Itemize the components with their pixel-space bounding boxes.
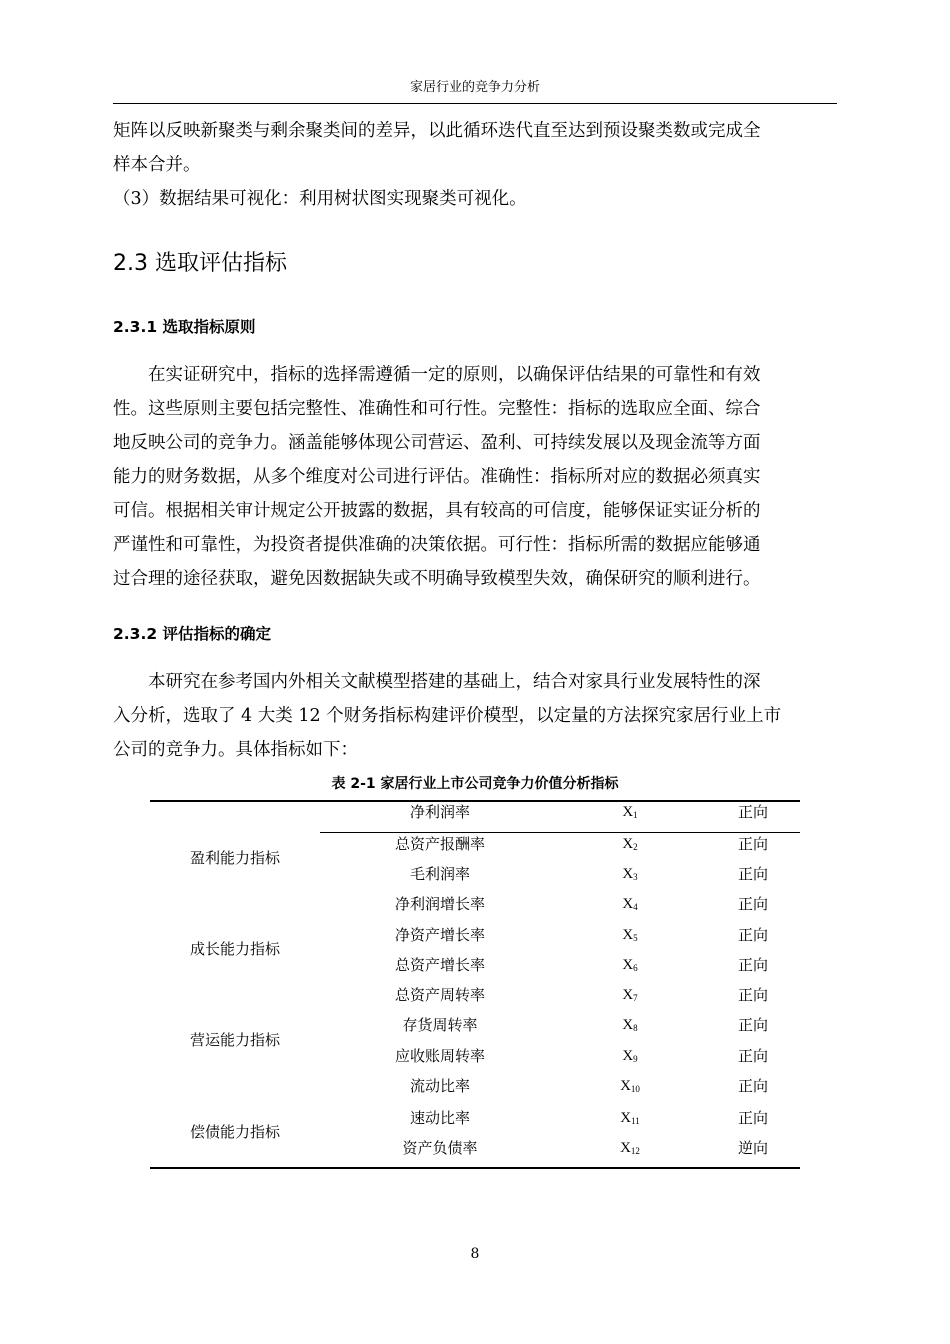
indicator-name: 总资产报酬率 xyxy=(394,835,485,853)
symbol-subscript: 12 xyxy=(630,1146,640,1156)
text-line: 在实证研究中，指标的选择需遵循一定的原则，以确保评估结果的可靠性和有效 xyxy=(113,365,761,385)
indicator-name: 净资产增长率 xyxy=(394,926,485,944)
text-line: 地反映公司的竞争力。涵盖能够体现公司营运、盈利、可持续发展以及现金流等方面 xyxy=(113,433,761,453)
indicator-direction: 正向 xyxy=(737,803,768,821)
indicator-direction: 正向 xyxy=(737,1077,768,1095)
indicator-symbol xyxy=(560,955,700,978)
text-line: 可信。根据相关审计规定公开披露的数据，具有较高的可信度，能够保证实证分析的 xyxy=(113,501,761,521)
symbol-subscript: 3 xyxy=(633,872,638,882)
indicator-symbol xyxy=(560,802,700,825)
category-growth: 成长能力指标 xyxy=(189,940,280,958)
intro-paragraph xyxy=(113,114,825,216)
section-heading: 2.3 选取评估指标 xyxy=(113,251,287,276)
principles-paragraph xyxy=(113,358,825,596)
symbol-subscript: 4 xyxy=(633,902,638,912)
page-number: 8 xyxy=(470,1246,480,1262)
category-solvency: 偿债能力指标 xyxy=(189,1123,280,1141)
subsection-heading-principles: 2.3.1 选取指标原则 xyxy=(113,318,256,336)
text-line: 样本合并。 xyxy=(113,155,201,175)
text-line: 能力的财务数据，从多个维度对公司进行评估。准确性：指标所对应的数据必须真实 xyxy=(113,467,761,487)
indicator-direction: 正向 xyxy=(737,1047,768,1065)
indicator-direction: 正向 xyxy=(737,865,768,883)
symbol-subscript: 2 xyxy=(633,842,638,852)
table-header-rule xyxy=(320,832,800,833)
text-line: 矩阵以反映新聚类与剩余聚类间的差异，以此循环迭代直至达到预设聚类数或完成全 xyxy=(113,121,761,141)
indicator-direction: 正向 xyxy=(737,986,768,1004)
subsection-heading-determination: 2.3.2 评估指标的确定 xyxy=(113,625,272,643)
running-header: 家居行业的竞争力分析 xyxy=(409,80,540,95)
indicator-direction: 逆向 xyxy=(737,1139,768,1157)
indicator-direction: 正向 xyxy=(737,926,768,944)
indicator-symbol xyxy=(560,1138,700,1161)
symbol-subscript: 10 xyxy=(630,1084,640,1094)
symbol-subscript: 7 xyxy=(633,993,638,1003)
symbol-subscript: 1 xyxy=(633,810,638,820)
indicator-name: 净利润率 xyxy=(409,803,470,821)
symbol-base: X xyxy=(622,927,634,943)
indicator-name: 总资产增长率 xyxy=(394,956,485,974)
text-line: （3）数据结果可视化：利用树状图实现聚类可视化。 xyxy=(113,189,527,209)
indicator-symbol xyxy=(560,834,700,857)
text-line: 本研究在参考国内外相关文献模型搭建的基础上，结合对家具行业发展特性的深 xyxy=(113,672,761,692)
text-line: 性。这些原则主要包括完整性、准确性和可行性。完整性：指标的选取应全面、综合 xyxy=(113,399,761,419)
indicator-symbol xyxy=(560,1046,700,1069)
header-rule xyxy=(113,103,837,104)
symbol-base: X xyxy=(620,1078,631,1094)
indicator-symbol xyxy=(560,1108,700,1131)
indicator-symbol xyxy=(560,925,700,948)
indicator-name: 净利润增长率 xyxy=(394,895,485,913)
determination-paragraph xyxy=(113,665,825,767)
symbol-subscript: 8 xyxy=(633,1023,638,1033)
indicator-name: 毛利润率 xyxy=(409,865,470,883)
symbol-base: X xyxy=(622,804,634,820)
symbol-subscript: 5 xyxy=(633,933,638,943)
indicator-name: 应收账周转率 xyxy=(394,1047,485,1065)
indicator-name: 资产负债率 xyxy=(402,1139,478,1157)
text-line: 严谨性和可靠性，为投资者提供准确的决策依据。可行性：指标所需的数据应能够通 xyxy=(113,535,761,555)
text-line: 入分析，选取了 4 大类 12 个财务指标构建评价模型，以定量的方法探究家居行业上市 xyxy=(113,706,782,726)
symbol-base: X xyxy=(622,896,634,912)
category-profitability: 盈利能力指标 xyxy=(189,849,280,867)
text-line: 过合理的途径获取，避免因数据缺失或不明确导致模型失效，确保研究的顺利进行。 xyxy=(113,569,761,589)
symbol-base: X xyxy=(620,1140,631,1156)
indicator-symbol xyxy=(560,864,700,887)
table-bottom-rule xyxy=(150,1167,800,1169)
indicator-direction: 正向 xyxy=(737,895,768,913)
symbol-base: X xyxy=(622,1048,634,1064)
symbol-subscript: 9 xyxy=(633,1054,638,1064)
symbol-base: X xyxy=(622,866,634,882)
table-caption: 表 2-1 家居行业上市公司竞争力价值分析指标 xyxy=(331,776,619,792)
symbol-subscript: 6 xyxy=(633,963,638,973)
indicator-direction: 正向 xyxy=(737,835,768,853)
indicator-name: 流动比率 xyxy=(409,1077,470,1095)
indicator-name: 总资产周转率 xyxy=(394,986,485,1004)
indicator-direction: 正向 xyxy=(737,956,768,974)
indicator-name: 速动比率 xyxy=(409,1109,470,1127)
symbol-subscript: 11 xyxy=(631,1116,640,1126)
indicator-direction: 正向 xyxy=(737,1016,768,1034)
symbol-base: X xyxy=(622,836,634,852)
indicator-symbol xyxy=(560,1076,700,1099)
indicator-name: 存货周转率 xyxy=(402,1016,478,1034)
symbol-base: X xyxy=(622,957,634,973)
indicator-direction: 正向 xyxy=(737,1109,768,1127)
indicator-symbol xyxy=(560,1015,700,1038)
category-operation: 营运能力指标 xyxy=(189,1031,280,1049)
symbol-base: X xyxy=(622,987,634,1003)
symbol-base: X xyxy=(620,1110,632,1126)
symbol-base: X xyxy=(622,1017,634,1033)
text-line: 公司的竞争力。具体指标如下： xyxy=(113,740,358,760)
indicator-symbol xyxy=(560,894,700,917)
indicator-symbol xyxy=(560,985,700,1008)
